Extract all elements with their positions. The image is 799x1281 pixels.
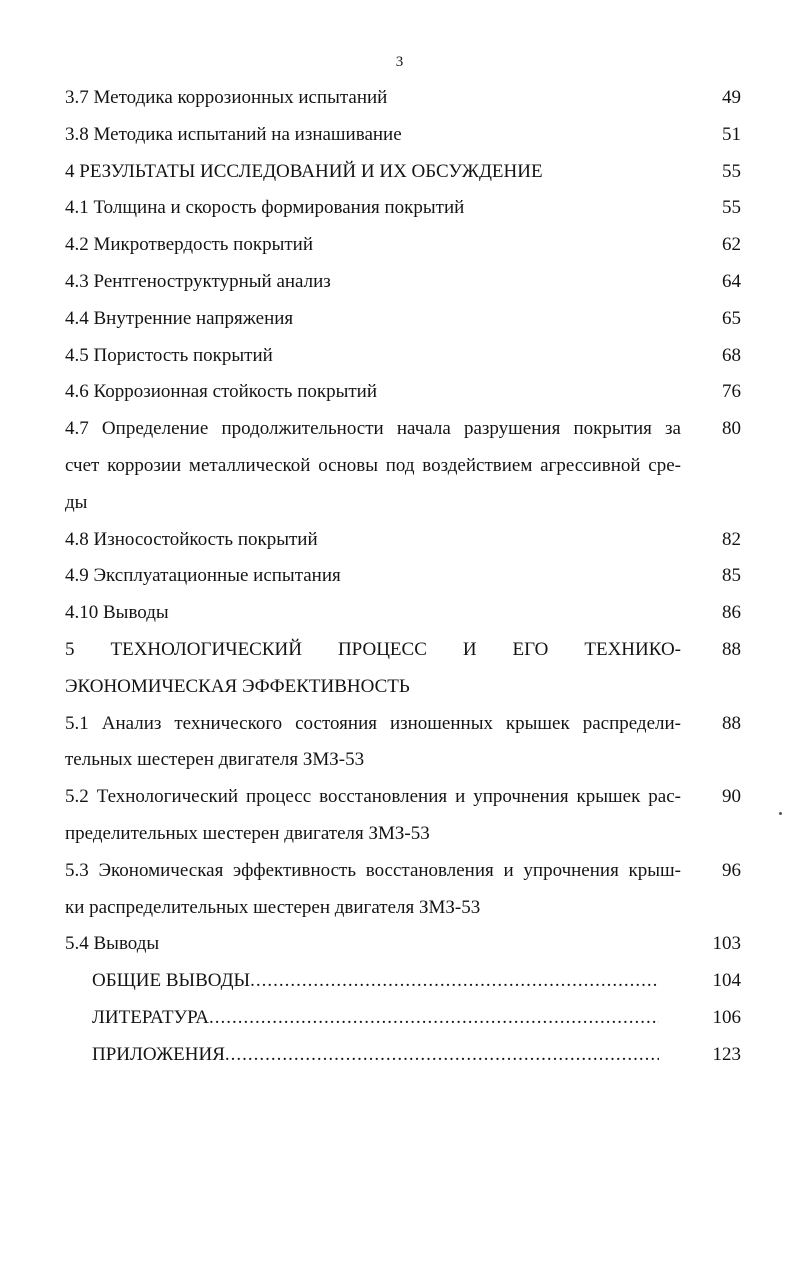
toc-entry bbox=[65, 522, 741, 559]
toc-entry-line: 4.5 Пористость покрытий bbox=[65, 344, 273, 366]
toc-dotted-entry-title-row bbox=[65, 1000, 681, 1037]
toc-entry bbox=[65, 632, 741, 706]
toc-entry-line: ды bbox=[65, 491, 88, 513]
toc-entry-line: 4.9 Эксплуатационные испытания bbox=[65, 565, 341, 587]
toc-entry-line: 4.7 Определение продолжительности начала разрушения покрытия за bbox=[65, 418, 681, 440]
dot-leader bbox=[209, 1000, 659, 1037]
toc-entry-line: ЭКОНОМИЧЕСКАЯ ЭФФЕКТИВНОСТЬ bbox=[65, 675, 410, 697]
toc-entry-title bbox=[65, 154, 681, 191]
toc-dotted-entry-title: ЛИТЕРАТУРА bbox=[92, 1006, 209, 1028]
toc-entry-title bbox=[65, 706, 681, 780]
toc-entry bbox=[65, 706, 741, 780]
dot-leader bbox=[250, 963, 659, 1000]
table-of-contents bbox=[65, 80, 741, 1074]
toc-entry bbox=[65, 227, 741, 264]
toc-dotted-entry bbox=[65, 1000, 741, 1037]
toc-entry-page: 65 bbox=[722, 307, 741, 329]
toc-dotted-entries bbox=[65, 963, 741, 1073]
toc-entry-line: 5.2 Технологический процесс восстановления и упрочнения крышек рас- bbox=[65, 786, 681, 808]
toc-entry-page: 64 bbox=[722, 270, 741, 292]
toc-entry-line: 4.8 Износостойкость покрытий bbox=[65, 528, 318, 550]
toc-entry-title bbox=[65, 264, 681, 301]
toc-dotted-entry-title-row bbox=[65, 1037, 681, 1074]
toc-entry bbox=[65, 411, 741, 521]
toc-entry-title bbox=[65, 117, 681, 154]
toc-dotted-entry-title-row bbox=[65, 963, 681, 1000]
toc-entry-line: 5 ТЕХНОЛОГИЧЕСКИЙ ПРОЦЕСС И ЕГО ТЕХНИКО- bbox=[65, 638, 681, 660]
toc-entry-line: 4.10 Выводы bbox=[65, 602, 169, 624]
toc-entry-title bbox=[65, 595, 681, 632]
toc-entry-line: 3.8 Методика испытаний на изнашивание bbox=[65, 123, 402, 145]
toc-dotted-entry bbox=[65, 963, 741, 1000]
toc-entry bbox=[65, 117, 741, 154]
toc-entry-page: 82 bbox=[722, 528, 741, 550]
toc-entry-title bbox=[65, 558, 681, 595]
toc-entry-title bbox=[65, 853, 681, 927]
toc-entry-line: 4.3 Рентгеноструктурный анализ bbox=[65, 270, 331, 292]
toc-entry-line: 4.6 Коррозионная стойкость покрытий bbox=[65, 381, 378, 403]
toc-entries bbox=[65, 80, 741, 963]
toc-entry-title bbox=[65, 411, 681, 521]
toc-entry-page: 51 bbox=[722, 123, 741, 145]
toc-entry-line: 5.1 Анализ технического состояния изношенных крышек распредели- bbox=[65, 712, 681, 734]
toc-entry-line: 4.4 Внутренние напряжения bbox=[65, 307, 294, 329]
toc-entry-page: 86 bbox=[722, 602, 741, 624]
toc-entry bbox=[65, 595, 741, 632]
toc-entry-page: 80 bbox=[722, 418, 741, 440]
toc-entry-title bbox=[65, 301, 681, 338]
toc-entry bbox=[65, 154, 741, 191]
toc-entry bbox=[65, 80, 741, 117]
toc-entry-page: 85 bbox=[722, 565, 741, 587]
toc-entry bbox=[65, 558, 741, 595]
toc-entry-title bbox=[65, 779, 681, 853]
toc-entry-page: 49 bbox=[722, 87, 741, 108]
toc-entry-line: 4.2 Микротвердость покрытий bbox=[65, 234, 313, 256]
toc-dotted-entry-page: 104 bbox=[712, 970, 741, 992]
toc-entry-page: 55 bbox=[722, 160, 741, 182]
toc-entry bbox=[65, 301, 741, 338]
toc-dotted-entry-page: 123 bbox=[712, 1043, 741, 1065]
toc-entry-page: 55 bbox=[722, 197, 741, 219]
toc-dotted-entry-title: ОБЩИЕ ВЫВОДЫ bbox=[92, 970, 251, 992]
toc-entry-page: 88 bbox=[722, 638, 741, 660]
toc-entry-page: 68 bbox=[722, 344, 741, 366]
toc-entry bbox=[65, 338, 741, 375]
toc-entry-line: 5.3 Экономическая эффективность восстановления и упрочнения крыш- bbox=[65, 859, 681, 881]
toc-entry bbox=[65, 190, 741, 227]
toc-entry-page: 103 bbox=[712, 933, 741, 955]
toc-entry bbox=[65, 926, 741, 963]
toc-entry-page: 76 bbox=[722, 381, 741, 403]
toc-dotted-entry-title: ПРИЛОЖЕНИЯ bbox=[92, 1043, 225, 1065]
toc-entry-title bbox=[65, 190, 681, 227]
toc-entry-title bbox=[65, 632, 681, 706]
toc-entry-title bbox=[65, 522, 681, 559]
toc-entry-title bbox=[65, 80, 681, 117]
toc-entry-line: 5.4 Выводы bbox=[65, 933, 160, 955]
toc-entry-line: ки распределительных шестерен двигателя ЗМЗ-53 bbox=[65, 896, 481, 918]
toc-entry-title bbox=[65, 926, 681, 963]
toc-entry-line: 4 РЕЗУЛЬТАТЫ ИССЛЕДОВАНИЙ И ИХ ОБСУЖДЕНИЕ bbox=[65, 160, 543, 182]
toc-entry-title bbox=[65, 338, 681, 375]
toc-dotted-entry bbox=[65, 1037, 741, 1074]
toc-entry-page: 62 bbox=[722, 234, 741, 256]
toc-entry bbox=[65, 374, 741, 411]
toc-entry bbox=[65, 264, 741, 301]
toc-entry-page: 96 bbox=[722, 859, 741, 881]
toc-entry-line: пределительных шестерен двигателя ЗМЗ-53 bbox=[65, 822, 430, 844]
toc-entry-line: 4.1 Толщина и скорость формирования покрытий bbox=[65, 197, 465, 219]
toc-entry-title bbox=[65, 374, 681, 411]
toc-dotted-entry-page: 106 bbox=[712, 1006, 741, 1028]
toc-entry bbox=[65, 779, 741, 853]
toc-entry-title bbox=[65, 227, 681, 264]
toc-entry bbox=[65, 853, 741, 927]
toc-entry-line: счет коррозии металлической основы под воздействием агрессивной сре- bbox=[65, 454, 681, 476]
toc-entry-page: 88 bbox=[722, 712, 741, 734]
toc-entry-page: 90 bbox=[722, 786, 741, 808]
scan-speck bbox=[779, 812, 782, 815]
toc-entry-line: тельных шестерен двигателя ЗМЗ-53 bbox=[65, 749, 365, 771]
toc-entry-line: 3.7 Методика коррозионных испытаний bbox=[65, 87, 388, 108]
dot-leader bbox=[225, 1037, 659, 1074]
page-number: 3 bbox=[395, 54, 404, 70]
